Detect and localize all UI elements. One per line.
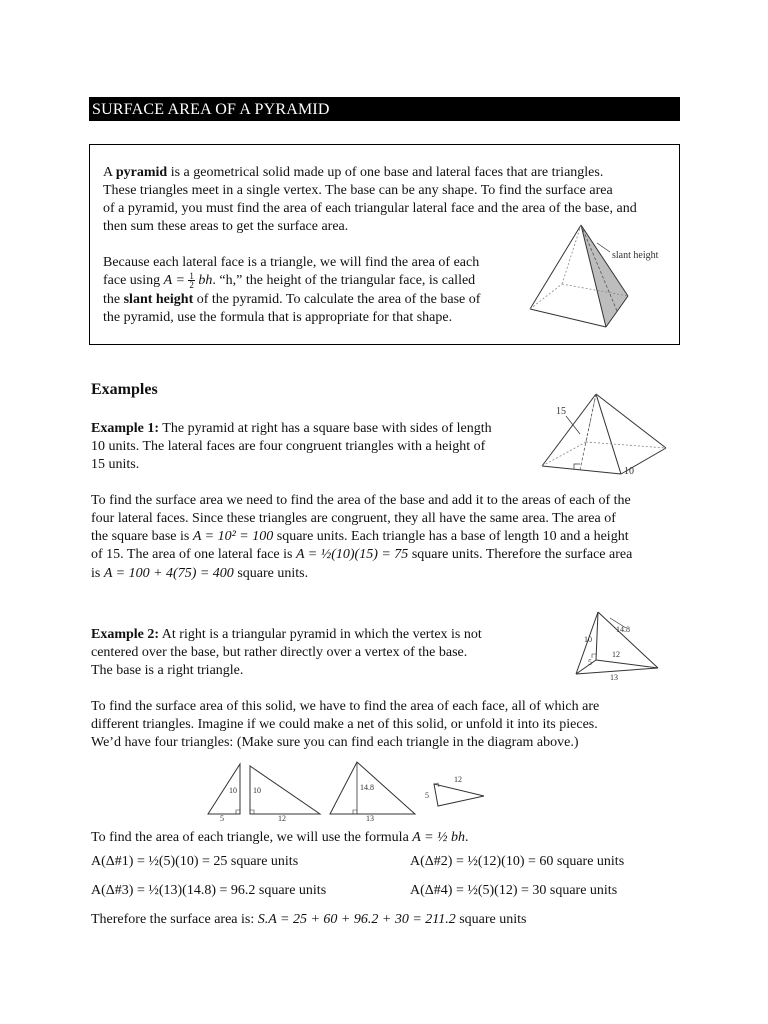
example1-slant-label: 15 bbox=[556, 406, 566, 417]
definition-line-6: face using A = $\frac{1}{2}$ bh. “h,” the height of the triangular face, is called bbox=[103, 271, 476, 291]
net-t1-height: 10 bbox=[229, 786, 237, 795]
example1-solution-2: four lateral faces. Since these triangles are congruent, they all have the same area. The area of bbox=[91, 511, 616, 526]
example2-line-1: Example 2: At right is a triangular pyramid in which the vertex is not bbox=[91, 627, 482, 642]
formula-total: A = 100 + 4(75) = 400 bbox=[103, 566, 234, 581]
definition-line-2: These triangles meet in a single vertex. The base can be any shape. To find the surface area bbox=[103, 183, 613, 198]
net-t1-base: 5 bbox=[220, 814, 224, 823]
formula-base-area: A = 10² = 100 bbox=[192, 529, 274, 544]
net-t4-side-a: 5 bbox=[425, 791, 429, 800]
example1-solution-5: is A = 100 + 4(75) = 400 square units. bbox=[91, 566, 309, 581]
definition-box bbox=[89, 144, 680, 345]
area-triangle-2: A(Δ#2) = ½(12)(10) = 60 square units bbox=[410, 854, 625, 869]
example2-line-3: The base is a right triangle. bbox=[91, 663, 244, 678]
example2-solution-2: different triangles. Imagine if we could make a net of this solid, or unfold it into its pieces. bbox=[91, 717, 598, 732]
area-triangle-1: A(Δ#1) = ½(5)(10) = 25 square units bbox=[91, 854, 299, 869]
fig2-label-5: 5 bbox=[588, 658, 592, 667]
definition-line-8: the pyramid, use the formula that is appropriate for that shape. bbox=[103, 310, 453, 325]
example1-solution-1: To find the surface area we need to find the area of the base and add it to the areas of each of the bbox=[91, 493, 631, 508]
net-t2-base: 12 bbox=[278, 814, 286, 823]
example1-pyramid-figure bbox=[536, 390, 676, 478]
fig2-label-14-8: 14.8 bbox=[616, 625, 630, 634]
fig2-label-12: 12 bbox=[612, 650, 620, 659]
definition-line-1: A pyramid is a geometrical solid made up of one base and lateral faces that are triangles. bbox=[103, 165, 604, 180]
example1-line-3: 15 units. bbox=[91, 457, 140, 472]
area-triangle-4: A(Δ#4) = ½(5)(12) = 30 square units bbox=[410, 883, 618, 898]
term-slant-height: slant height bbox=[123, 292, 194, 307]
example1-solution-3: the square base is A = 10² = 100 square units. Each triangle has a base of length 10 and a height bbox=[91, 529, 629, 544]
example2-pyramid-figure bbox=[570, 610, 666, 682]
fig2-label-10: 10 bbox=[584, 635, 592, 644]
formula-line: To find the area of each triangle, we will use the formula A = ½ bh. bbox=[91, 830, 469, 845]
example2-line-2: centered over the base, but rather directly over a vertex of the base. bbox=[91, 645, 468, 660]
definition-line-4: then sum these areas to get the surface area. bbox=[103, 219, 349, 234]
slant-height-label: slant height bbox=[612, 250, 659, 261]
area-triangle-3: A(Δ#3) = ½(13)(14.8) = 96.2 square units bbox=[91, 883, 327, 898]
formula-triangle-area: A = ½ bh bbox=[412, 830, 466, 845]
example1-line-2: 10 units. The lateral faces are four congruent triangles with a height of bbox=[91, 439, 486, 454]
formula-surface-area: S.A = 25 + 60 + 96.2 + 30 = 211.2 bbox=[257, 912, 456, 927]
example1-line-1: Example 1: The pyramid at right has a square base with sides of length bbox=[91, 421, 492, 436]
net-t2-height: 10 bbox=[253, 786, 261, 795]
net-t3-base: 13 bbox=[366, 814, 374, 823]
net-triangle-4 bbox=[434, 784, 484, 806]
net-triangles-figure bbox=[200, 758, 500, 824]
net-t3-height: 14.8 bbox=[360, 783, 374, 792]
definition-line-3: of a pyramid, you must find the area of each triangular lateral face and the area of the base, and bbox=[103, 201, 637, 216]
example1-side-label: 10 bbox=[624, 466, 634, 477]
example2-solution-3: We’d have four triangles: (Make sure you can find each triangle in the diagram above.) bbox=[91, 735, 579, 750]
total-surface-area: Therefore the surface area is: S.A = 25 + 60 + 96.2 + 30 = 211.2 square units bbox=[91, 912, 527, 927]
term-pyramid: pyramid bbox=[115, 165, 168, 180]
example2-label: Example 2: bbox=[91, 627, 160, 642]
example1-solution-4: of 15. The area of one lateral face is A = ½(10)(15) = 75 square units. Therefore the surface area bbox=[91, 547, 633, 562]
example2-solution-1: To find the surface area of this solid, we have to find the area of each face, all of which are bbox=[91, 699, 600, 714]
examples-heading: Examples bbox=[91, 381, 158, 398]
fraction-half: $\frac{1}{2}$ bbox=[189, 271, 194, 291]
page-title: SURFACE AREA OF A PYRAMID bbox=[89, 97, 680, 121]
example1-label: Example 1: bbox=[91, 421, 160, 436]
pyramid-slant-height-diagram bbox=[522, 221, 672, 331]
formula-lateral-face: A = ½(10)(15) = 75 bbox=[295, 547, 409, 562]
definition-line-7: the slant height of the pyramid. To calculate the area of the base of bbox=[103, 292, 481, 307]
net-t4-side-b: 12 bbox=[454, 775, 462, 784]
fig2-label-13: 13 bbox=[610, 673, 618, 682]
definition-line-5: Because each lateral face is a triangle, we will find the area of each bbox=[103, 255, 480, 270]
